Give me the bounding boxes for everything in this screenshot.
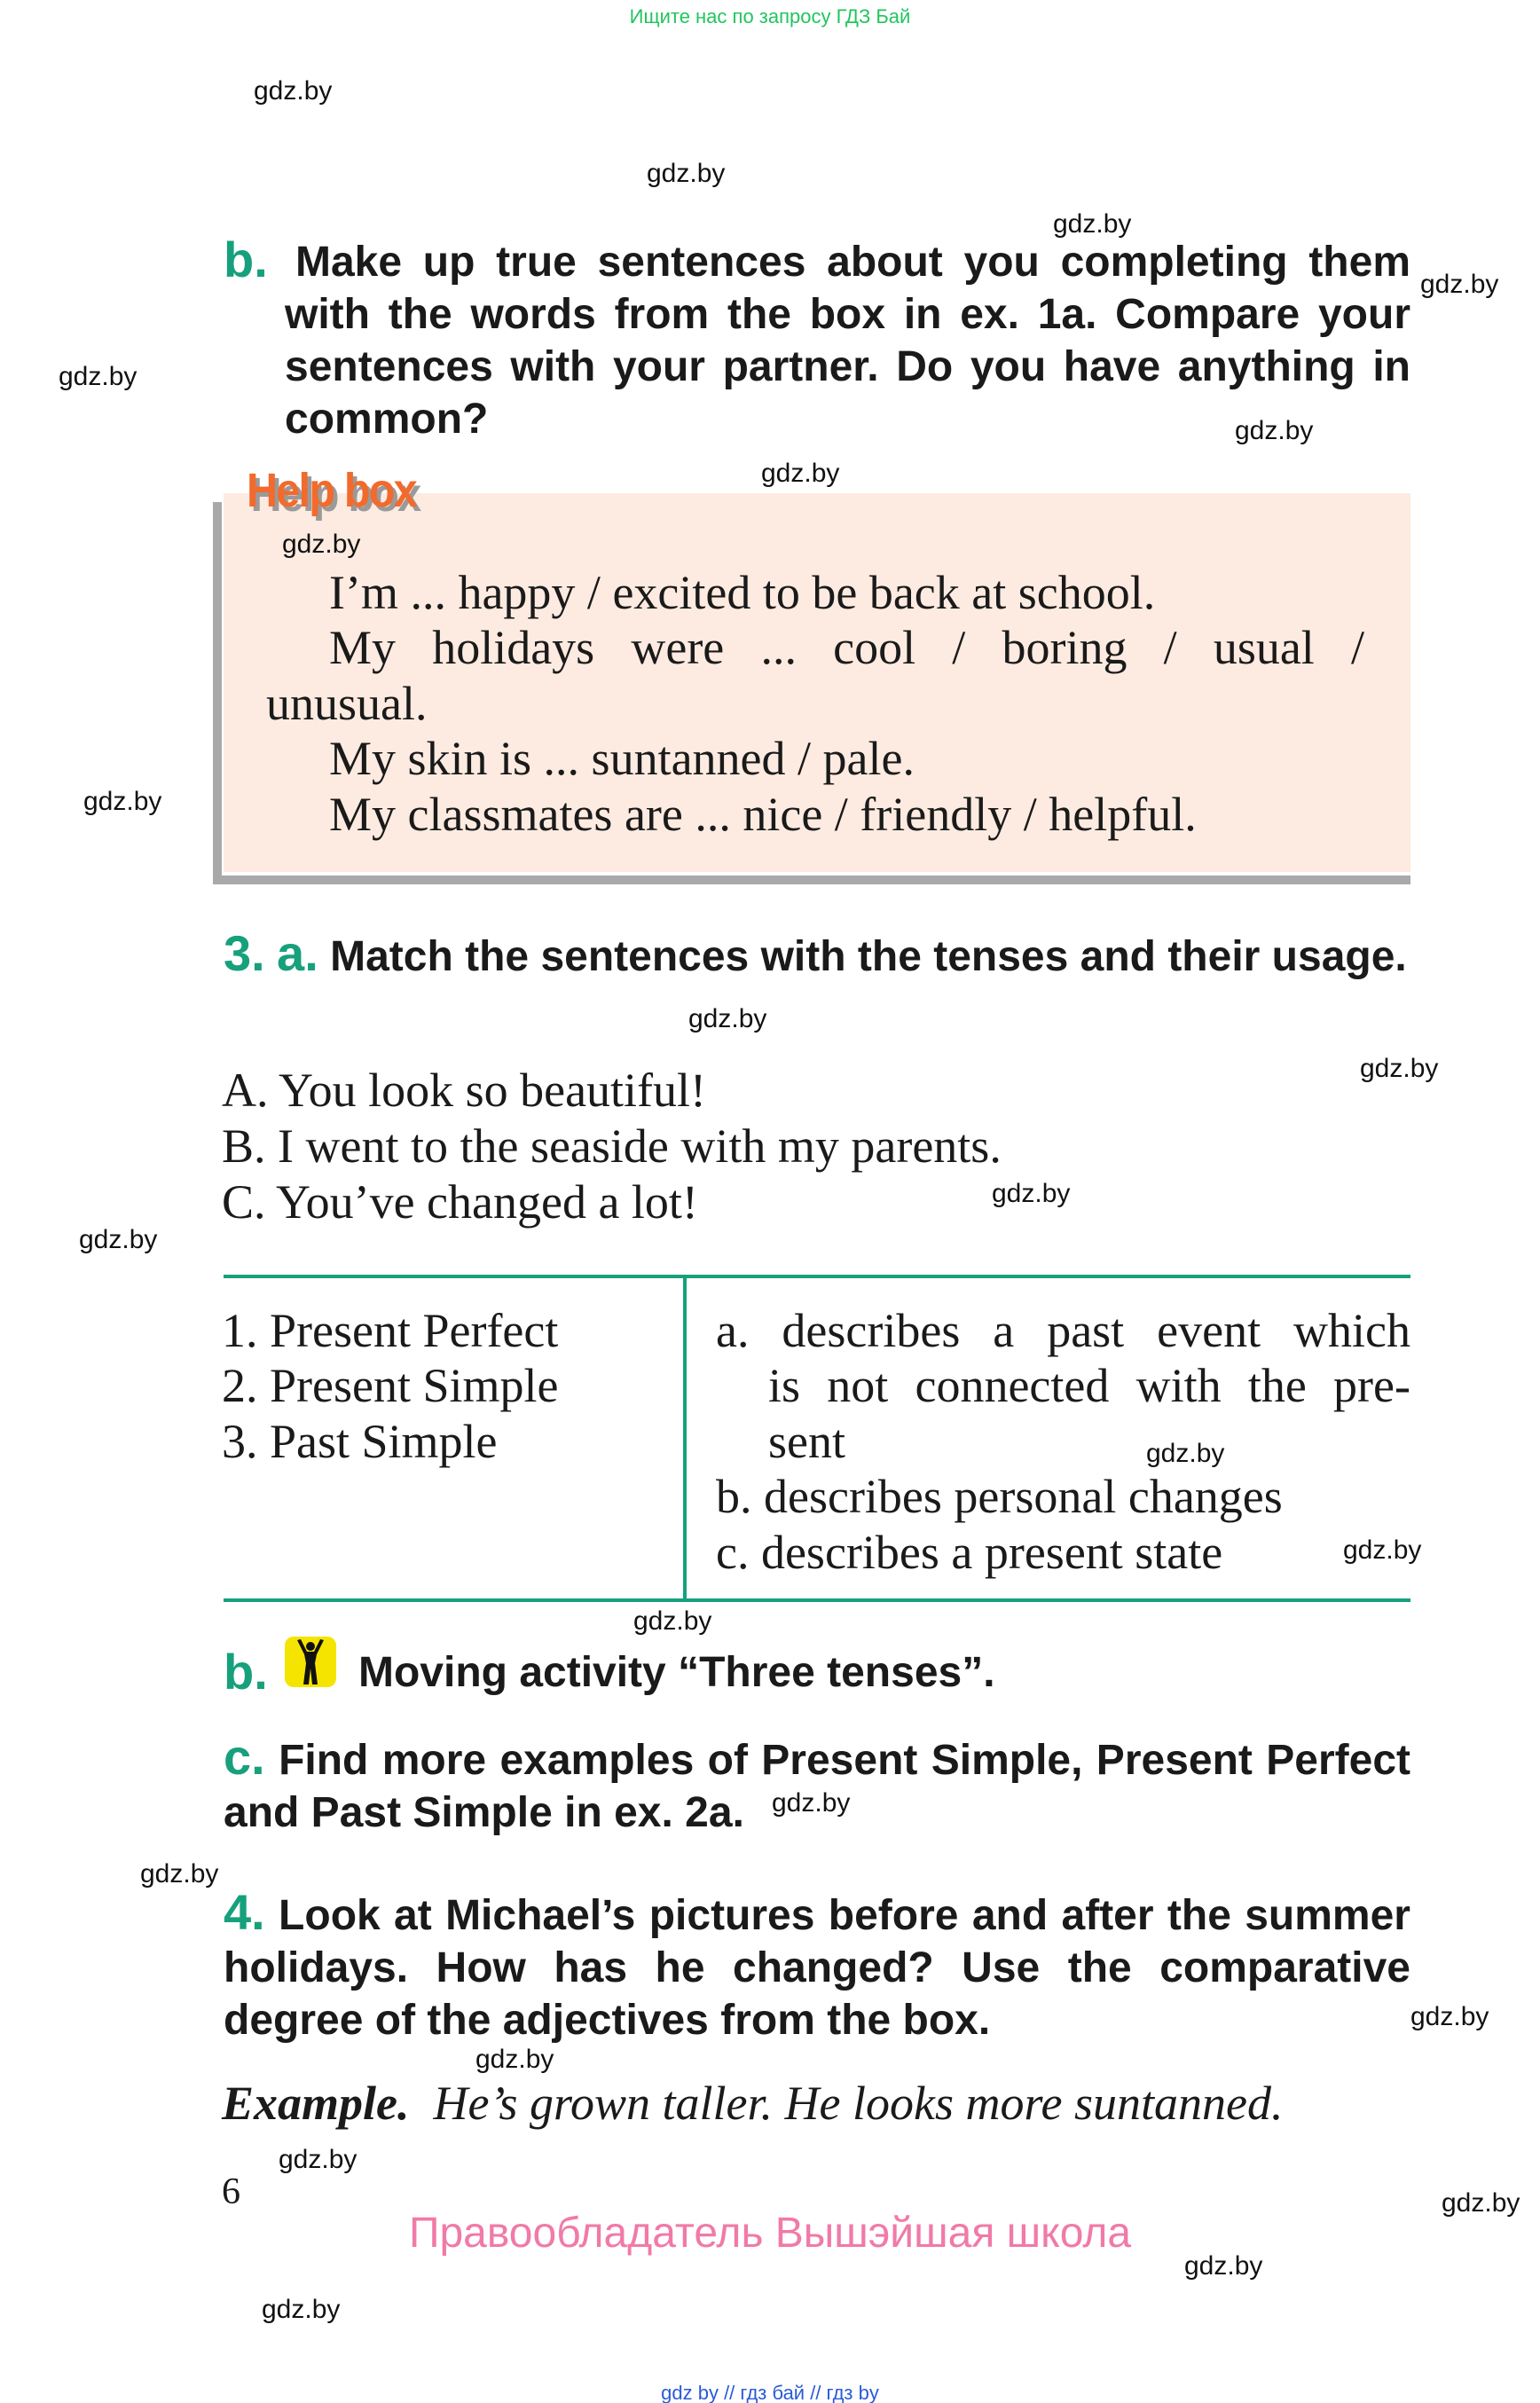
ex3c-instruction (224, 1731, 1410, 1839)
example-text: He’s grown taller. He looks more suntanned. (433, 2077, 1284, 2130)
usage-item: c. describes a present state (716, 1526, 1223, 1579)
watermark: gdz.by (1146, 1439, 1225, 1468)
watermark: gdz.by (282, 530, 361, 559)
ex3a-instruction (224, 927, 1410, 983)
table-bottom-rule (224, 1598, 1410, 1602)
ex3b-letter: b. (224, 1644, 268, 1700)
watermark: gdz.by (1053, 209, 1132, 239)
watermark: gdz.by (262, 2295, 341, 2324)
ex2b-text: Make up true sentences about you completing them with the words from the box in ex. 1a. Compare your sentences with your partner. Do you have anything in common? (285, 239, 1410, 443)
footer-links[interactable]: gdz by // гдз бай // гдз by (661, 2382, 879, 2403)
example-label: Example. (222, 2077, 410, 2130)
usage-item: sent (768, 1415, 845, 1468)
moving-activity-icon (285, 1637, 336, 1687)
ex4-instruction (224, 1886, 1410, 2046)
ex4-number: 4. (224, 1884, 265, 1940)
watermark: gdz.by (1184, 2251, 1263, 2281)
ex3c-letter: c. (224, 1729, 265, 1785)
watermark: gdz.by (59, 362, 138, 391)
watermark: gdz.by (1442, 2188, 1520, 2218)
sentence-b: B. I went to the seaside with my parents. (222, 1119, 1002, 1173)
watermark: gdz.by (1420, 270, 1499, 299)
tense-item: 2. Present Simple (222, 1359, 559, 1412)
ex4-example (222, 2076, 1283, 2132)
watermark: gdz.by (140, 1859, 219, 1889)
watermark: gdz.by (1360, 1054, 1439, 1083)
table-top-rule (224, 1275, 1410, 1278)
watermark: gdz.by (992, 1179, 1071, 1208)
ex2b-letter: b. (224, 232, 268, 287)
ex3a-text: Match the sentences with the tenses and their usage. (330, 933, 1407, 980)
ex3a-number: 3. (224, 925, 265, 981)
watermark: gdz.by (1343, 1535, 1422, 1565)
watermark: gdz.by (1235, 416, 1314, 445)
sentence-a: A. You look so beautiful! (222, 1064, 707, 1117)
watermark: gdz.by (772, 1788, 851, 1818)
tense-item: 3. Past Simple (222, 1415, 498, 1468)
tense-item: 1. Present Perfect (222, 1304, 559, 1357)
watermark: gdz.by (254, 76, 333, 106)
page-number: 6 (222, 2171, 240, 2212)
help-box-shadow (213, 876, 1410, 884)
usage-item: a. describes a past event which (716, 1304, 1410, 1357)
watermark: gdz.by (633, 1606, 712, 1636)
watermark: gdz.by (1410, 2002, 1489, 2031)
watermark: gdz.by (279, 2145, 358, 2174)
ex3a-letter: a. (277, 925, 318, 981)
usage-item: b. describes personal changes (716, 1470, 1283, 1523)
table-divider (683, 1276, 687, 1601)
help-box-shadow (213, 502, 222, 884)
help-line: I’m ... happy / excited to be back at school. (329, 566, 1156, 619)
help-box-title: Help box (247, 464, 416, 517)
watermark: gdz.by (83, 787, 162, 816)
watermark: gdz.by (647, 159, 726, 188)
watermark: gdz.by (688, 1004, 767, 1033)
copyright-notice: Правообладатель Вышэйшая школа (408, 2210, 1132, 2257)
ex3c-text: Find more examples of Present Simple, Present Perfect and Past Simple in ex. 2a. (224, 1737, 1410, 1836)
ex3b-text: Moving activity “Three tenses”. (358, 1649, 995, 1696)
watermark: gdz.by (475, 2045, 554, 2074)
help-line: My holidays were ... cool / boring / usual / (329, 621, 1364, 674)
sentence-c: C. You’ve changed a lot! (222, 1175, 698, 1229)
top-note: Ищите нас по запросу ГДЗ Бай (629, 5, 911, 27)
watermark: gdz.by (79, 1225, 158, 1254)
help-line: My skin is ... suntanned / pale. (329, 732, 915, 785)
ex4-text: Look at Michael’s pictures before and after the summer holidays. How has he changed? Use the comparative degree of the adjectives from the box. (224, 1892, 1410, 2044)
watermark: gdz.by (761, 459, 840, 488)
help-line: unusual. (266, 677, 428, 730)
help-line: My classmates are ... nice / friendly / helpful. (329, 788, 1197, 841)
ex2b-instruction (285, 236, 1410, 445)
usage-item: is not connected with the pre- (768, 1359, 1410, 1412)
